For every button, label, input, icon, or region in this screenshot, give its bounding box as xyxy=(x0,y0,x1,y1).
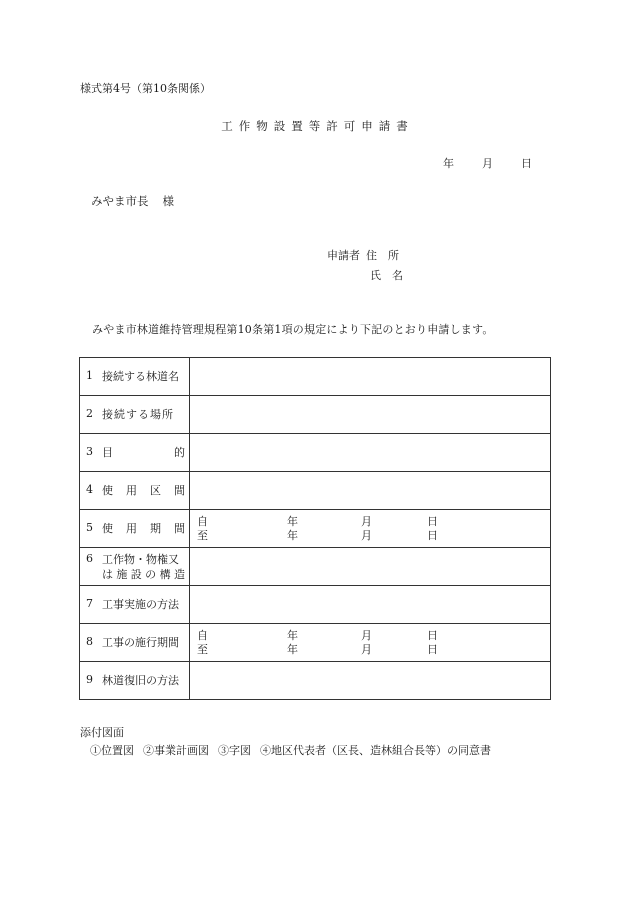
row-label: 林道復旧の方法 xyxy=(102,674,179,687)
date-month-label: 月 xyxy=(361,628,372,642)
attachment-item: ④地区代表者（区長、造林組合長等）の同意書 xyxy=(260,744,491,757)
date-from-label: 自 xyxy=(197,628,208,642)
row-label-cell xyxy=(80,624,190,662)
date-from-row xyxy=(197,629,550,643)
row-label: 接続する林道名 xyxy=(102,370,179,383)
date-from-row xyxy=(197,515,550,529)
date-day-label: 日 xyxy=(521,157,532,170)
date-from-label: 自 xyxy=(197,514,208,528)
document-title: 工作物設置等許可申請書 xyxy=(221,119,414,133)
application-table xyxy=(79,357,551,700)
row-label-line: 工作物・物権又 xyxy=(102,552,179,566)
row-number: 3 xyxy=(86,445,93,458)
row-label-cell xyxy=(80,662,190,700)
date-to-label: 至 xyxy=(197,642,208,656)
row-label-char: 区 xyxy=(150,484,161,497)
row-number: 9 xyxy=(86,673,93,686)
row-value-cell[interactable] xyxy=(190,662,551,700)
row-number: 5 xyxy=(86,521,93,534)
row-label-cell xyxy=(80,358,190,396)
date-year-label: 年 xyxy=(287,628,298,642)
date-to-label: 至 xyxy=(197,528,208,542)
attachment-item: ③字図 xyxy=(218,744,251,757)
table-row xyxy=(80,358,551,396)
table-row xyxy=(80,396,551,434)
attachments-list xyxy=(90,745,500,756)
construction-period-cell[interactable] xyxy=(190,624,551,662)
date-year-label: 年 xyxy=(287,642,298,656)
applicant-address-label: 住 所 xyxy=(366,249,399,262)
date-day-label: 日 xyxy=(427,528,438,542)
date-month-label: 月 xyxy=(361,528,372,542)
row-label-char: 施 xyxy=(116,567,128,581)
row-label-char: 間 xyxy=(174,522,185,535)
date-to-row xyxy=(197,529,550,543)
row-label-char: 使 xyxy=(102,484,113,497)
row-label-char: 構 xyxy=(159,567,171,581)
row-number: 6 xyxy=(86,551,93,565)
date-year-label: 年 xyxy=(443,157,454,170)
row-label-char: 造 xyxy=(173,567,185,581)
row-label-char: 用 xyxy=(126,522,137,535)
row-label-cell xyxy=(80,472,190,510)
row-label-char: は xyxy=(102,567,113,581)
date-month-label: 月 xyxy=(361,642,372,656)
row-label-char: 使 xyxy=(102,522,113,535)
date-line xyxy=(443,158,532,169)
intro-text: みやま市林道維持管理規程第10条第1項の規定により下記のとおり申請します。 xyxy=(92,323,494,336)
row-number: 8 xyxy=(86,635,93,648)
table-row xyxy=(80,434,551,472)
row-label-part: 的 xyxy=(174,446,185,459)
row-label xyxy=(102,521,189,536)
form-number: 様式第4号（第10条関係） xyxy=(80,82,211,95)
date-year-label: 年 xyxy=(287,514,298,528)
table-row xyxy=(80,662,551,700)
date-to-row xyxy=(197,643,550,657)
applicant-name-line xyxy=(370,270,403,281)
row-label xyxy=(102,552,189,582)
row-number: 7 xyxy=(86,597,93,610)
row-value-cell[interactable] xyxy=(190,472,551,510)
table-row xyxy=(80,548,551,586)
table-row xyxy=(80,586,551,624)
row-value-cell[interactable] xyxy=(190,586,551,624)
row-label-line xyxy=(102,567,189,582)
row-number: 2 xyxy=(86,407,93,420)
row-label-part: 目 xyxy=(102,446,113,459)
row-value-cell[interactable] xyxy=(190,434,551,472)
row-label-char: の xyxy=(145,567,157,581)
row-value-cell[interactable] xyxy=(190,358,551,396)
row-label xyxy=(102,483,189,498)
row-label-cell xyxy=(80,434,190,472)
table-row xyxy=(80,624,551,662)
date-day-label: 日 xyxy=(427,514,438,528)
usage-period-cell[interactable] xyxy=(190,510,551,548)
date-month-label: 月 xyxy=(482,157,493,170)
attachments-heading: 添付図面 xyxy=(80,726,124,739)
row-label-cell xyxy=(80,396,190,434)
row-label-cell xyxy=(80,586,190,624)
date-month-label: 月 xyxy=(361,514,372,528)
applicant-address-line xyxy=(327,250,399,261)
row-label-char: 用 xyxy=(126,484,137,497)
date-day-label: 日 xyxy=(427,642,438,656)
row-label-cell xyxy=(80,548,190,586)
row-label: 工事の施行期間 xyxy=(102,636,179,649)
applicant-role-label: 申請者 xyxy=(327,249,360,262)
row-label: 工事実施の方法 xyxy=(102,598,179,611)
attachment-item: ①位置図 xyxy=(90,744,134,757)
row-label-cell xyxy=(80,510,190,548)
row-label-char: 期 xyxy=(150,522,161,535)
table-row xyxy=(80,472,551,510)
row-label-char: 設 xyxy=(130,567,142,581)
addressee-honorific: 様 xyxy=(162,194,174,208)
attachment-item: ②事業計画図 xyxy=(143,744,209,757)
row-label-char: 間 xyxy=(174,484,185,497)
row-label: 接続する場所 xyxy=(102,408,174,421)
addressee-name: みやま市長 xyxy=(91,194,149,208)
date-year-label: 年 xyxy=(287,528,298,542)
applicant-name-label: 氏 名 xyxy=(370,269,403,282)
row-value-cell[interactable] xyxy=(190,396,551,434)
table-row xyxy=(80,510,551,548)
date-day-label: 日 xyxy=(427,628,438,642)
row-number: 4 xyxy=(86,483,93,496)
addressee xyxy=(91,196,174,208)
row-number: 1 xyxy=(86,369,93,382)
row-value-cell[interactable] xyxy=(190,548,551,586)
row-label xyxy=(102,445,189,460)
